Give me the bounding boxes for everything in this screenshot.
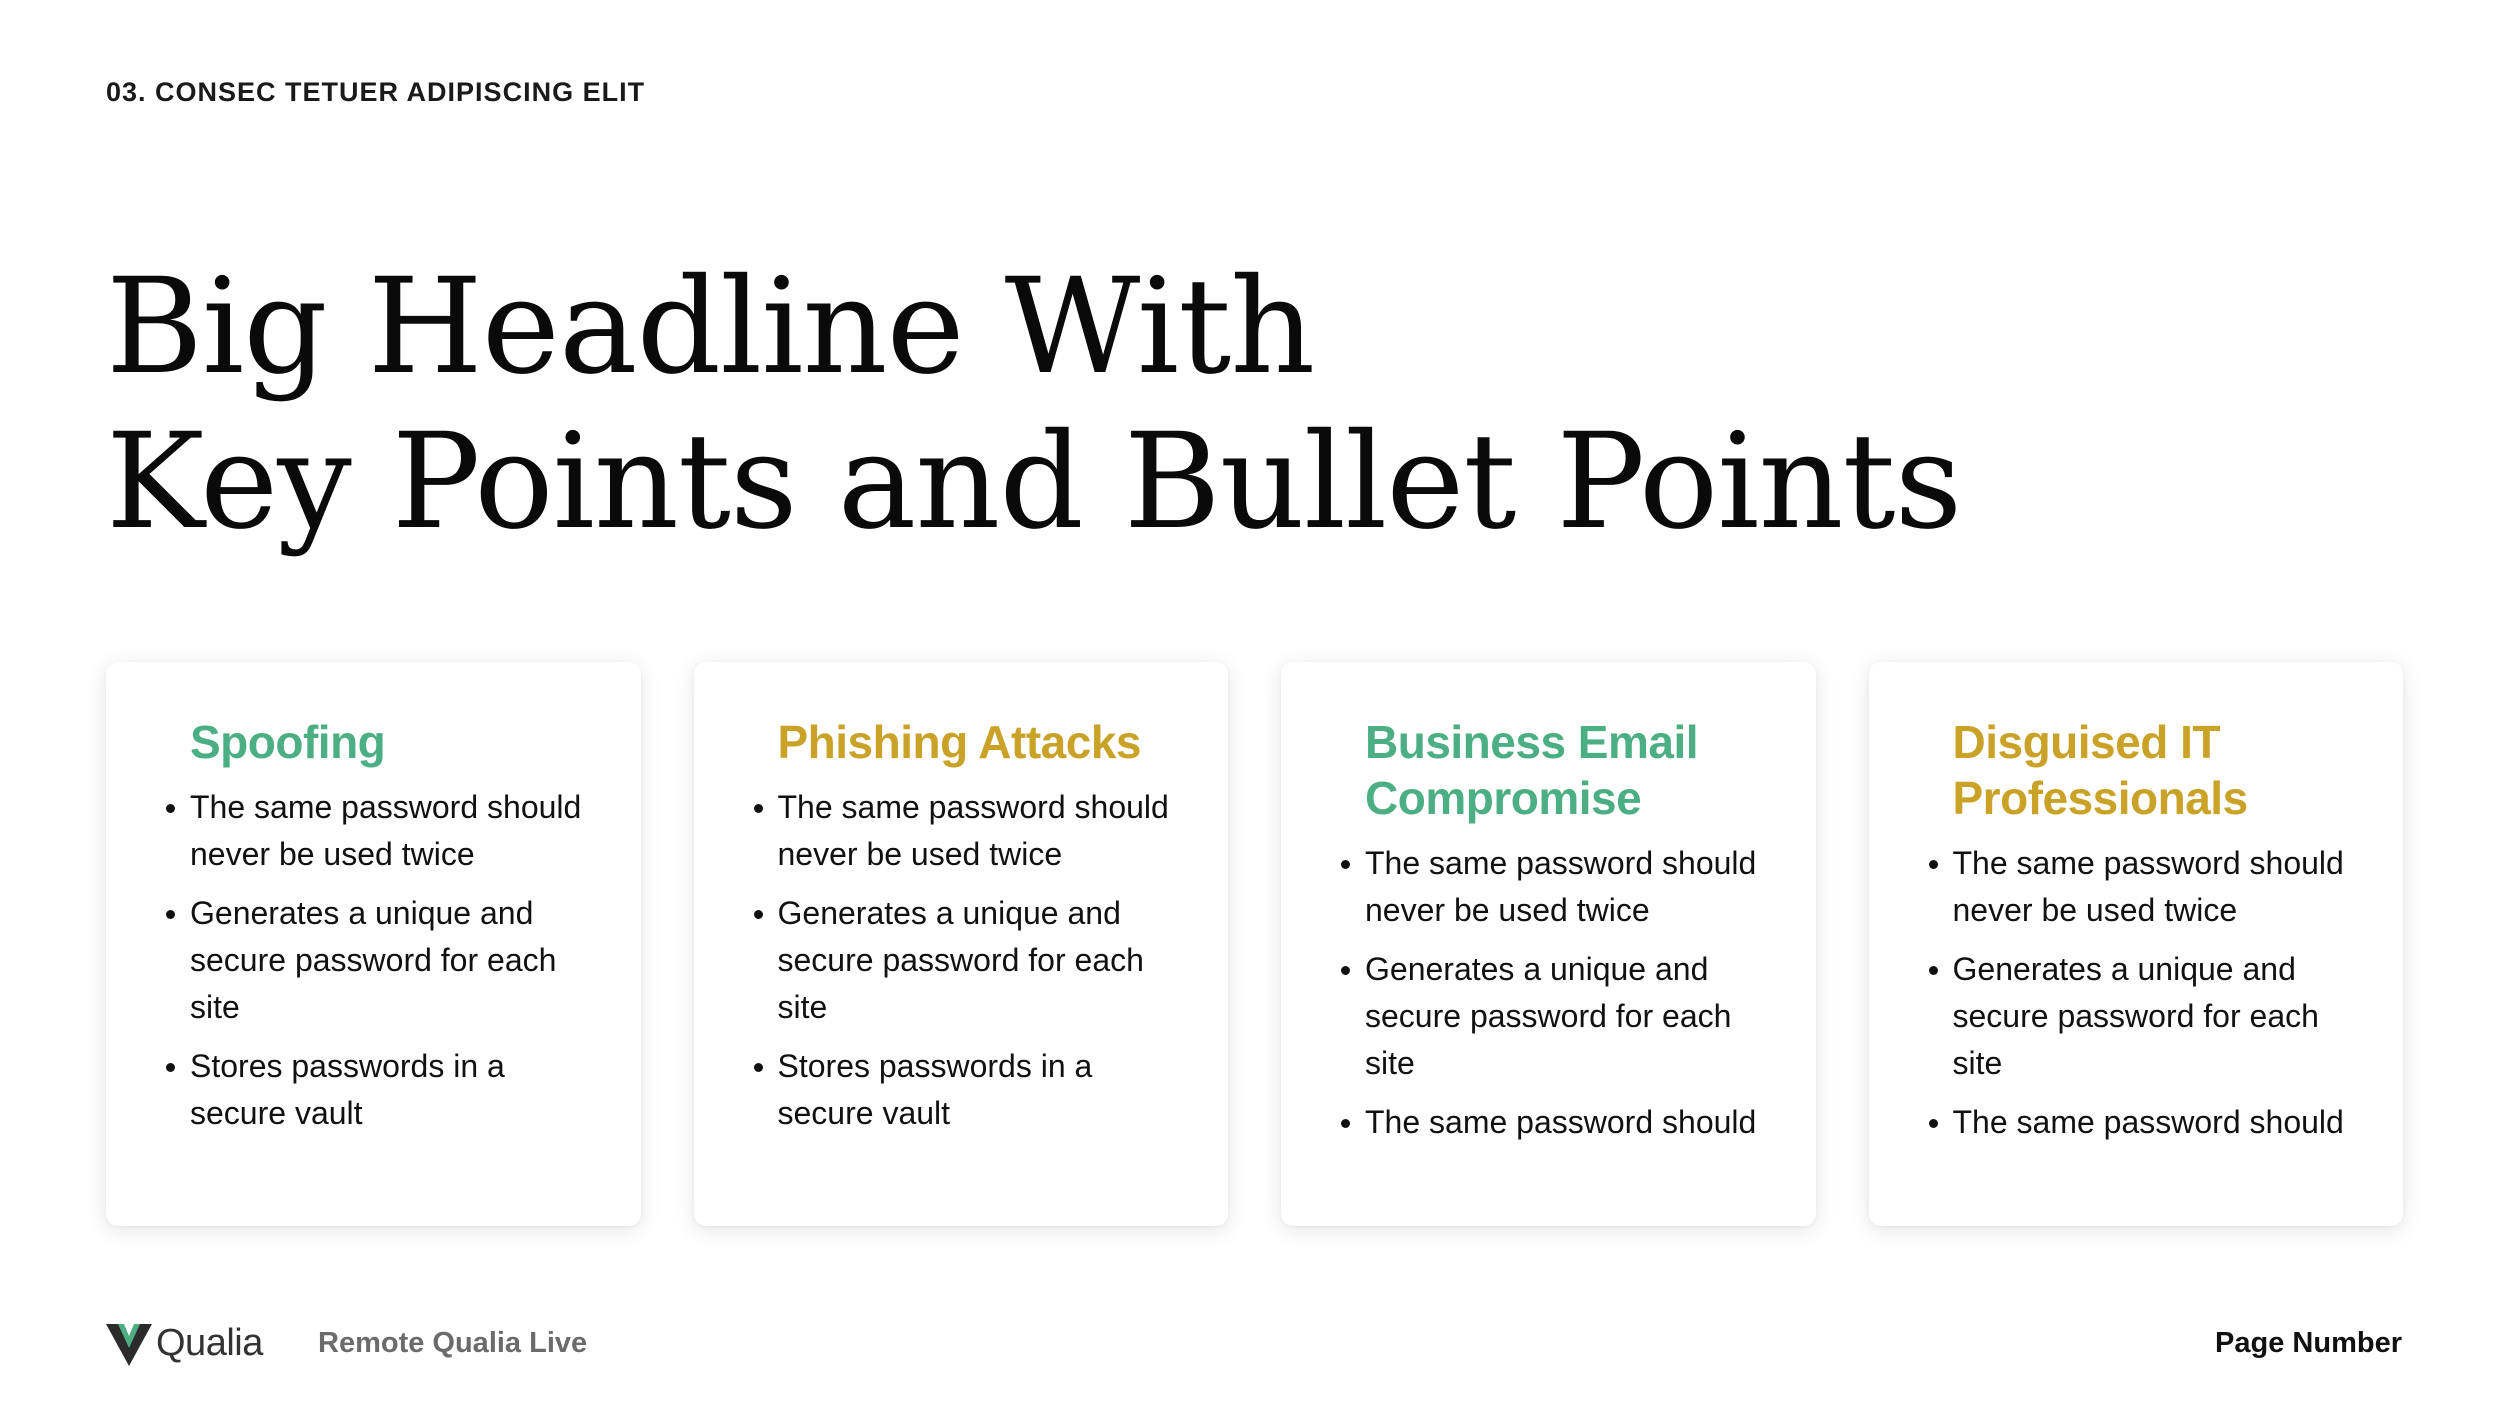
bullet-item: Stores passwords in a secure vault xyxy=(778,1043,1189,1137)
card-title: Spoofing xyxy=(190,716,386,768)
card-phishing-attacks xyxy=(694,662,1229,1226)
bullet-item: Generates a unique and secure password for each site xyxy=(1365,946,1776,1087)
section-eyebrow: 03. CONSEC TETUER ADIPISCING ELIT xyxy=(106,77,646,107)
bullet-list xyxy=(1953,840,2364,1146)
bullet-list xyxy=(1365,840,1776,1146)
logo-wordmark: Qualia xyxy=(156,1321,263,1364)
page-number: Page Number xyxy=(2215,1327,2402,1359)
card-spoofing xyxy=(106,662,641,1226)
bullet-item: The same password should never be used twice xyxy=(778,784,1189,878)
qualia-logo-icon xyxy=(104,1318,154,1368)
headline-line-1: Big Headline With xyxy=(106,250,1315,404)
bullet-item: Stores passwords in a secure vault xyxy=(190,1043,601,1137)
bullet-item: The same password should xyxy=(1365,1099,1776,1146)
bullet-item: The same password should never be used twice xyxy=(1953,840,2364,934)
bullet-list xyxy=(778,784,1189,1137)
headline-line-2: Key Points and Bullet Points xyxy=(106,405,1962,559)
key-points-cards xyxy=(106,662,2403,1226)
page-headline xyxy=(106,250,1961,560)
qualia-logo xyxy=(104,1318,263,1368)
bullet-list xyxy=(190,784,601,1137)
footer-event-name: Remote Qualia Live xyxy=(318,1327,588,1359)
bullet-item: The same password should never be used twice xyxy=(190,784,601,878)
card-business-email-compromise xyxy=(1281,662,1816,1226)
card-title: Phishing Attacks xyxy=(777,716,1141,768)
bullet-item: The same password should never be used twice xyxy=(1365,840,1776,934)
bullet-item: Generates a unique and secure password for each site xyxy=(778,890,1189,1031)
card-title: Business Email Compromise xyxy=(1365,716,1699,824)
card-title: Disguised IT Professionals xyxy=(1952,716,2248,824)
bullet-item: The same password should xyxy=(1953,1099,2364,1146)
bullet-item: Generates a unique and secure password for each site xyxy=(1953,946,2364,1087)
bullet-item: Generates a unique and secure password for each site xyxy=(190,890,601,1031)
card-disguised-it-professionals xyxy=(1869,662,2404,1226)
